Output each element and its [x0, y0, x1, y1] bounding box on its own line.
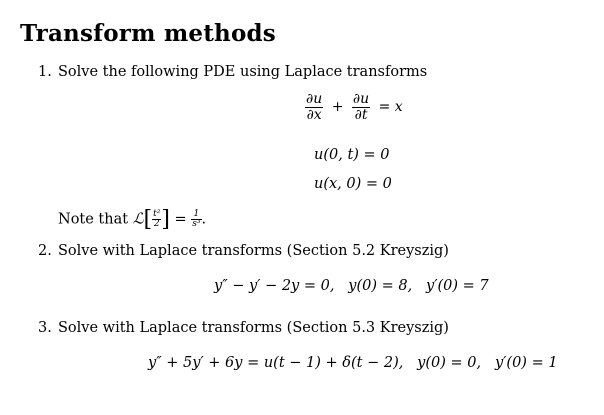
- note-result-denominator: s³: [192, 219, 201, 229]
- problem-1-number: 1.: [38, 64, 52, 80]
- laplace-operator: ℒ: [132, 209, 144, 228]
- ode-equation-2: y″ + 5y′ + 6y = u(t − 1) + δ(t − 2), y(0) = 0, y′(0) = 1: [148, 355, 558, 371]
- pde-term-1: [305, 92, 323, 122]
- bracket-open: [: [143, 207, 153, 232]
- bracket-close: ]: [161, 207, 170, 232]
- problem-1-text: Solve the following PDE using Laplace transforms: [58, 64, 428, 80]
- page-title: Transform methods: [20, 20, 276, 47]
- laplace-note: [58, 207, 206, 232]
- note-prefix: Note that: [58, 211, 129, 228]
- note-equals: =: [174, 211, 187, 228]
- boundary-condition-1: u(0, t) = 0: [314, 147, 390, 163]
- note-inner-numerator: t²: [153, 208, 161, 219]
- problem-2: [38, 243, 449, 259]
- note-result-numerator: 1: [191, 210, 201, 220]
- problem-3: [38, 320, 449, 336]
- note-inner-fraction: [152, 210, 161, 230]
- pde-term-2: [352, 92, 370, 122]
- pde-term-2-numerator: ∂u: [352, 91, 370, 107]
- problem-3-text: Solve with Laplace transforms (Section 5.3 Kreyszig): [58, 320, 449, 336]
- note-inner-denominator: 2: [153, 219, 160, 229]
- problem-3-number: 3.: [38, 320, 52, 336]
- pde-rhs: = x: [378, 99, 403, 116]
- note-period: .: [201, 211, 207, 228]
- problem-2-number: 2.: [38, 243, 52, 259]
- pde-term-1-denominator: ∂x: [306, 106, 322, 123]
- ode-equation-1: y″ − y′ − 2y = 0, y(0) = 8, y′(0) = 7: [214, 278, 489, 294]
- pde-equation: [305, 92, 403, 122]
- problem-1: [38, 64, 427, 80]
- pde-plus: +: [331, 99, 344, 116]
- problem-2-text: Solve with Laplace transforms (Section 5.2 Kreyszig): [58, 243, 449, 259]
- pde-term-1-numerator: ∂u: [306, 91, 323, 107]
- boundary-condition-2: u(x, 0) = 0: [314, 176, 392, 192]
- pde-term-2-denominator: ∂t: [354, 106, 368, 123]
- note-result-fraction: [191, 210, 201, 230]
